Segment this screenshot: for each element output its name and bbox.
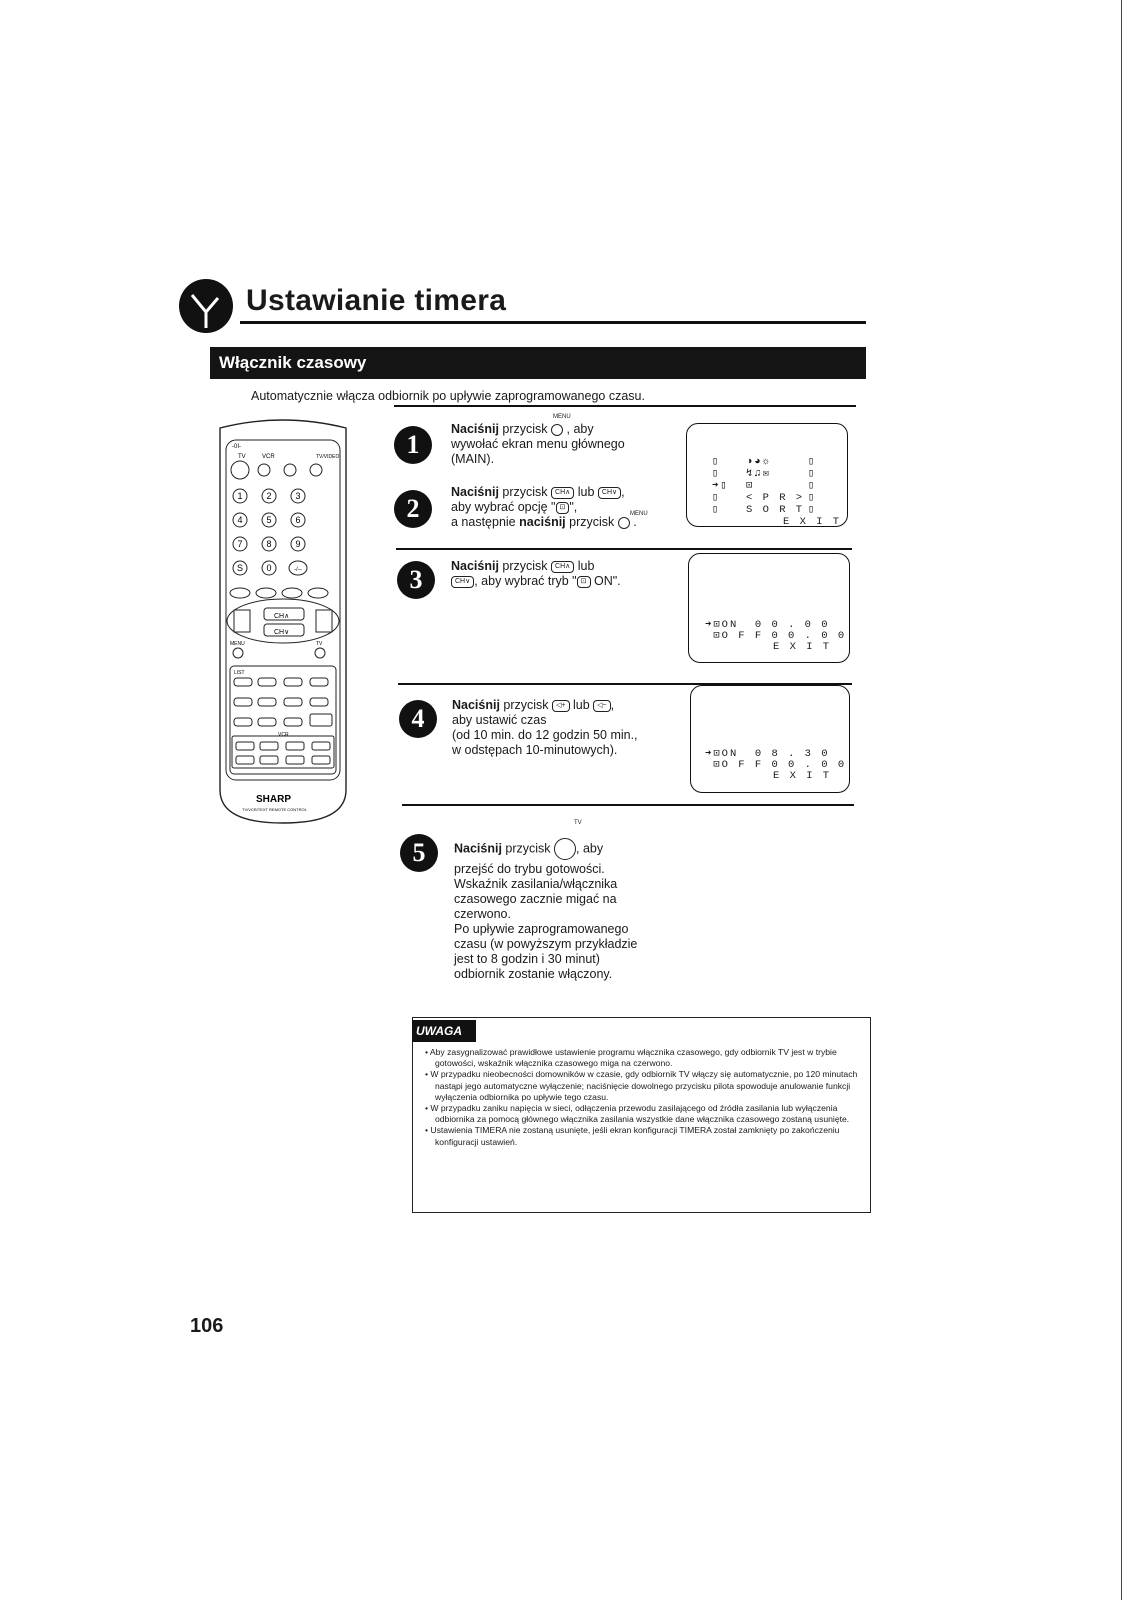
volume-down-icon: ◁− (593, 700, 610, 712)
timer-symbol-icon: ⊡ (577, 576, 591, 588)
step-divider (396, 548, 852, 550)
svg-text:CH∧: CH∧ (274, 613, 290, 620)
note-item: • Aby zasygnalizować prawidłowe ustawienie programu włącznika czasowego, gdy odbiornik TV jest w trybie gotowości, wskaźnik włącznika czasowego miga na czerwono. (425, 1047, 837, 1069)
ch-up-icon: CH∧ (551, 487, 574, 499)
svg-text:LIST: LIST (234, 670, 245, 676)
main-menu-right-icons: ▯ ▯ ▯ ▯ ▯ (808, 456, 817, 516)
svg-text:2: 2 (266, 491, 272, 501)
svg-text:VCR: VCR (278, 732, 289, 738)
note-item: • W przypadku nieobecności domowników w czasie, gdy odbiornik TV włączy się automatycznie, po 120 minutach nastąpi jego automatyczne wyłączenie; naciśnięcie dowolnego przycisku pilota spowoduje anulowanie funkcji wyłączenia odbiornika po upływie tego czasu. (425, 1069, 858, 1102)
main-menu-pr: < P R > (746, 492, 805, 504)
intro-text: Automatycznie włącza odbiornik po upływie zaprogramowanego czasu. (251, 389, 645, 403)
svg-text:4: 4 (237, 515, 243, 525)
step-number: 1 (394, 426, 432, 464)
svg-text:TV: TV (316, 641, 323, 647)
step-divider (402, 804, 854, 806)
step-divider (394, 405, 856, 407)
svg-text:6: 6 (295, 515, 301, 525)
svg-text:S: S (236, 563, 244, 573)
timer-2-on-row: ➜⊡ON 0 8 . 3 0 (705, 748, 830, 760)
menu-small-label: MENU (553, 414, 571, 420)
timer-2-exit: E X I T (773, 770, 832, 782)
title-underline (240, 321, 866, 324)
remote-control-illustration (212, 418, 354, 828)
timer-symbol-icon: ⊡ (556, 502, 570, 514)
svg-text:9: 9 (295, 539, 301, 549)
step-2-text: Naciśnij przycisk CH∧ lub CH∨ , aby wybrać opcję " ⊡ ", a następnie naciśnij przycisk . (451, 485, 637, 529)
ch-down-icon: CH∨ (451, 576, 474, 588)
svg-text:0: 0 (266, 563, 272, 573)
svg-text:MENU: MENU (230, 641, 245, 647)
step-number: 5 (400, 834, 438, 872)
timer-2-off-row: ⊡O F F 0 0 . 0 0 (705, 759, 847, 771)
main-menu-exit: E X I T (783, 516, 842, 528)
step-4-text: Naciśnij przycisk ◁+ lub ◁− , aby ustawić czas (od 10 min. do 12 godzin 50 min., w odstępach 10-minutowych). (452, 698, 638, 757)
svg-text:-0I-: -0I- (232, 444, 241, 450)
clock-icon (178, 278, 234, 334)
section-title: Włącznik czasowy (219, 353, 367, 372)
svg-text:VCR: VCR (262, 454, 275, 460)
step-5-first-line: Naciśnij przycisk , aby (454, 838, 669, 860)
svg-text:1: 1 (237, 491, 243, 501)
main-menu-left-icons: ▯ ▯ ➜▯ ▯ ▯ (712, 456, 729, 516)
svg-text:5: 5 (266, 515, 272, 525)
menu-button-icon (551, 424, 563, 436)
step-3-text: Naciśnij przycisk CH∧ lub CH∨ , aby wybrać tryb " ⊡ ON". (451, 559, 621, 588)
note-list (425, 1047, 865, 1148)
note-item: • Ustawienia TIMERA nie zostaną usunięte, jeśli ekran konfiguracji TIMERA został zamknięty po zakończeniu konfiguracji ustawień. (425, 1125, 840, 1147)
page-number: 106 (190, 1315, 224, 1337)
svg-text:SHARP: SHARP (256, 794, 292, 805)
svg-text:8: 8 (266, 539, 272, 549)
page-title: Ustawianie timera (246, 284, 507, 317)
ch-up-icon: CH∧ (551, 561, 574, 573)
step-number: 3 (397, 561, 435, 599)
menu-button-icon (618, 517, 630, 529)
tv-small-label: TV (574, 820, 582, 826)
main-menu-sort: S O R T (746, 504, 805, 516)
volume-up-icon: ◁+ (552, 700, 569, 712)
step-1-text: Naciśnij przycisk , aby wywołać ekran menu głównego (MAIN). (451, 422, 625, 466)
note-item: • W przypadku zaniku napięcia w sieci, odłączenia przewodu zasilającego od źródła zasilania lub wyłączenia odbiornika za pomocą głównego włącznika zasilania wszystkie dane włącznika czasowego zostaną usunięte. (425, 1103, 850, 1125)
step-number: 2 (394, 490, 432, 528)
svg-text:-/--: -/-- (294, 567, 302, 573)
timer-1-off-row: ⊡O F F 0 0 . 0 0 (705, 630, 847, 642)
step-number: 4 (399, 700, 437, 738)
main-menu-center-icons: ◑◕☼ ↯♫✉ ⊡ (746, 456, 771, 492)
note-tag: UWAGA (412, 1020, 476, 1042)
svg-text:CH∨: CH∨ (274, 629, 290, 636)
menu-small-label: MENU (630, 511, 648, 517)
svg-text:TV/VIDEO: TV/VIDEO (316, 454, 340, 460)
tv-power-button-icon (554, 838, 576, 860)
ch-down-icon: CH∨ (598, 487, 621, 499)
svg-text:TV/VCR/TEXT REMOTE CONTROL: TV/VCR/TEXT REMOTE CONTROL (242, 807, 307, 812)
timer-1-on-row: ➜⊡ON 0 0 . 0 0 (705, 619, 830, 631)
svg-text:TV: TV (238, 454, 246, 460)
svg-text:3: 3 (295, 491, 301, 501)
timer-1-exit: E X I T (773, 641, 832, 653)
svg-text:7: 7 (237, 539, 243, 549)
step-5-paragraph: przejść do trybu gotowości. Wskaźnik zasilania/włącznika czasowego zacznie migać na czerwono. Po upływie zaprogramowanego czasu (w powyższym przykładzie jest to 8 godzin i 30 minut) odbiornik zostanie włączony. (454, 862, 638, 981)
scan-edge-line (1121, 0, 1122, 1600)
